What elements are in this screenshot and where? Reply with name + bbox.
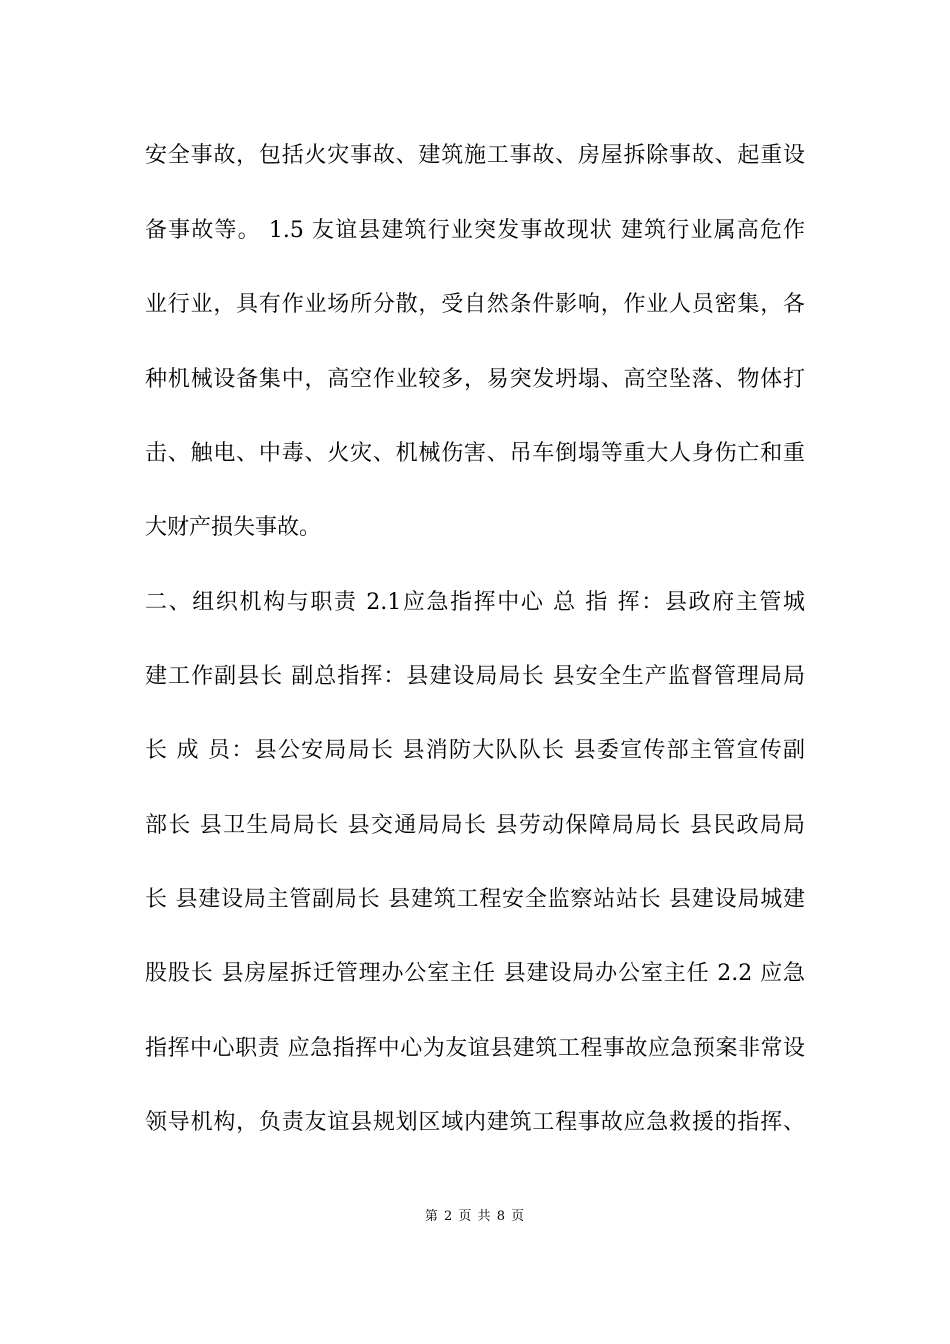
body-line-11: 长 县建设局主管副局长 县建筑工程安全监察站站长 县建设局城建 xyxy=(145,887,805,912)
body-line-13: 指挥中心职责 应急指挥中心为友谊县建筑工程事故应急预案非常设 xyxy=(145,1036,805,1061)
body-line-5: 击、触电、中毒、火灾、机械伤害、吊车倒塌等重大人身伤亡和重 xyxy=(145,441,805,466)
body-line-12: 股股长 县房屋拆迁管理办公室主任 县建设局办公室主任 2.2 应急 xyxy=(145,961,805,986)
body-line-14: 领导机构，负责友谊县规划区域内建筑工程事故应急救援的指挥、 xyxy=(145,1110,805,1135)
body-line-2: 备事故等。 1.5 友谊县建筑行业突发事故现状 建筑行业属高危作 xyxy=(145,218,805,243)
body-line-3: 业行业，具有作业场所分散，受自然条件影响，作业人员密集，各 xyxy=(145,292,805,317)
body-line-8: 建工作副县长 副总指挥：县建设局局长 县安全生产监督管理局局 xyxy=(145,664,805,689)
body-line-10: 部长 县卫生局局长 县交通局局长 县劳动保障局局长 县民政局局 xyxy=(145,813,805,838)
body-line-4: 种机械设备集中，高空作业较多，易突发坍塌、高空坠落、物体打 xyxy=(145,367,805,392)
body-line-7: 二、组织机构与职责 2.1应急指挥中心 总 指 挥：县政府主管城 xyxy=(145,590,805,615)
page-number-footer: 第 2 页 共 8 页 xyxy=(424,1209,526,1224)
body-line-6: 大财产损失事故。 xyxy=(145,515,322,540)
body-line-1: 安全事故，包括火灾事故、建筑施工事故、房屋拆除事故、起重设 xyxy=(145,143,805,168)
body-line-9: 长 成 员：县公安局局长 县消防大队队长 县委宣传部主管宣传副 xyxy=(145,738,805,763)
